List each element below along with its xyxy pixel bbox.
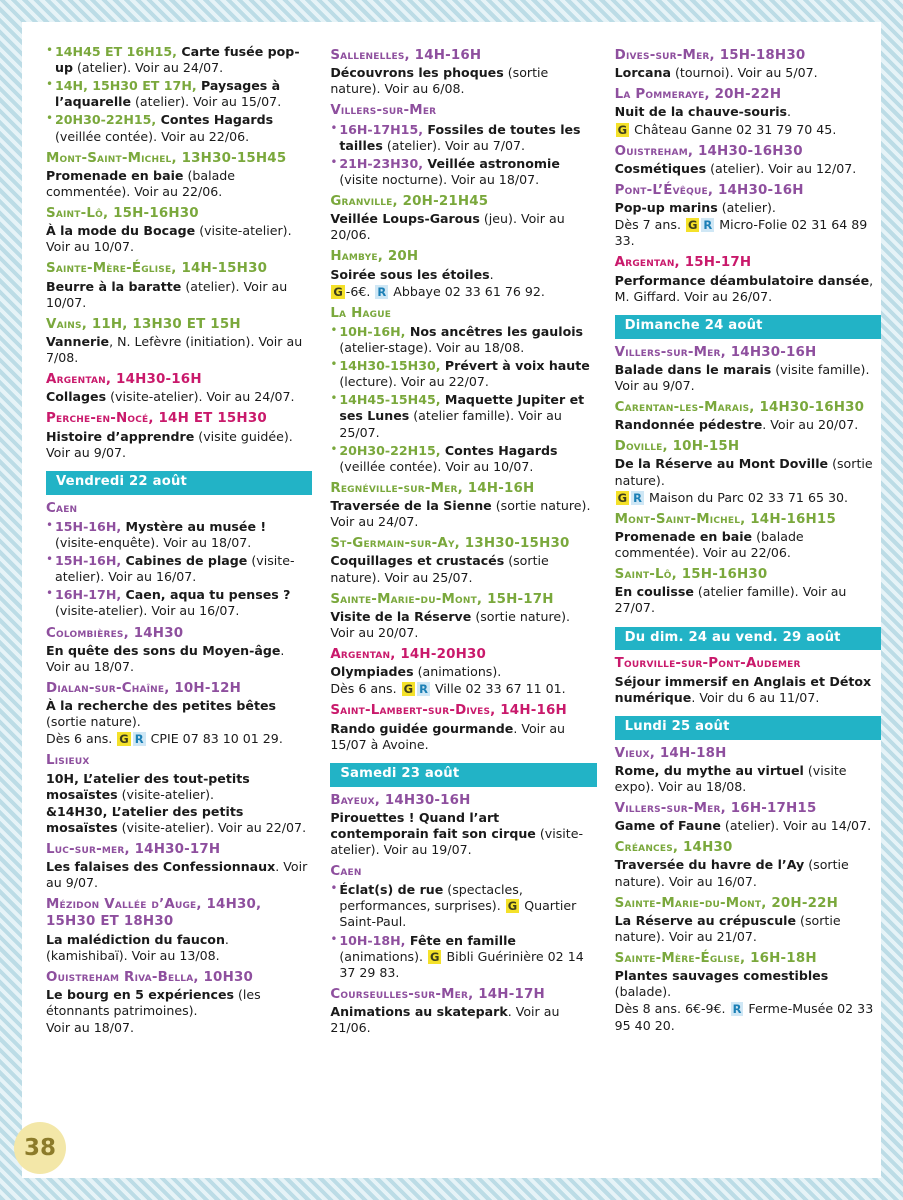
event-entry [46, 519, 312, 551]
event-entry [46, 112, 312, 144]
event-location-heading: Sallenelles, 14H-16H [330, 48, 482, 63]
event-title: Fête en famille [409, 932, 516, 948]
gratuit-badge-icon: G [617, 490, 628, 505]
event-title: Découvrons les phoques [330, 65, 504, 81]
event-title: Olympiades [330, 664, 414, 680]
event-location-heading: Sainte-Mère-Église, 16H-18H [614, 951, 817, 967]
gratuit-badge-icon: G [333, 284, 343, 299]
event-location-heading: Créances, 14H30 [614, 840, 733, 856]
event-location-heading: Mont-Saint-Michel, 13H30-15H45 [46, 150, 287, 166]
gratuit-badge-icon: G [687, 218, 698, 233]
event-title: Visite de la Réserve [330, 608, 472, 624]
event-location-heading: La Hague [330, 305, 392, 321]
event-title: &14H30, L’atelier des petits mosaïstes [46, 803, 244, 835]
event-practical-info [615, 122, 881, 138]
event-entry [615, 529, 881, 561]
event-location-heading: Ouistreham Riva-Bella, 10H30 [46, 969, 254, 985]
event-title: La malédiction du faucon [46, 931, 225, 947]
gratuit-badge-icon: G [430, 949, 440, 964]
event-entry [46, 78, 312, 110]
event-audience-price: Dès 6 ans. [330, 681, 401, 697]
event-location-heading: Sainte-Marie-du-Mont, 20H-22H [614, 895, 839, 911]
event-title: Contes Hagards [444, 442, 558, 458]
event-practical-info [615, 1001, 881, 1033]
date-section-header: Du dim. 24 au vend. 29 août [615, 627, 881, 651]
event-contact: Bibli Guérinière 02 14 37 29 83. [339, 948, 584, 980]
reservation-badge-icon: R [703, 218, 713, 233]
event-details: (animations). [339, 948, 428, 964]
event-time: 10H-16H, [339, 323, 410, 339]
event-title: Beurre à la baratte [46, 278, 182, 294]
event-time: 20H30-22H15, [339, 442, 445, 458]
event-details: (veillée contée). Voir au 10/07. [339, 458, 534, 474]
event-contact: Micro-Folie 02 31 64 89 33. [614, 217, 868, 249]
event-details: . Voir au 15/07 à Avoine. [330, 720, 566, 752]
event-time: 16H-17H, [55, 587, 126, 603]
event-time: 20H30-22H15, [55, 112, 161, 128]
event-location-heading: Sainte-Mère-Église, 14H-15H30 [46, 261, 268, 277]
event-details: (visite-atelier). Voir au 22/07. [117, 819, 307, 835]
event-title: Le bourg en 5 expériences [46, 987, 234, 1003]
event-entry [330, 933, 596, 981]
event-details: (visite famille). Voir au 9/07. [614, 361, 870, 393]
event-location-heading: Mont-Saint-Michel, 14H-16H15 [614, 511, 836, 527]
reservation-badge-icon: R [419, 682, 428, 697]
event-location-heading: Ouistreham, 14H30-16H30 [614, 143, 803, 159]
event-details: (balade commentée). Voir au 22/06. [614, 528, 804, 561]
event-details: , N. Lefèvre (initiation). Voir au 7/08. [46, 333, 303, 366]
event-entry [46, 804, 312, 836]
event-entry [615, 818, 881, 834]
event-location-heading: Saint-Lô, 15H-16H30 [614, 567, 768, 583]
event-location-heading: Dives-sur-Mer, 15H-18H30 [614, 48, 806, 63]
event-practical-info [330, 284, 596, 300]
event-title: Performance déambulatoire dansée [614, 272, 870, 288]
event-location-heading: Pont-L’Évêque, 14H30-16H [614, 182, 804, 198]
event-title: Promenade en baie [46, 167, 184, 183]
event-details: (les étonnants patrimoines). [46, 987, 261, 1019]
event-details: (visite expo). Voir au 18/08. [614, 762, 847, 794]
event-contact: Maison du Parc 02 33 71 65 30. [644, 489, 848, 505]
event-title: Cosmétiques [614, 160, 707, 176]
event-contact: Abbaye 02 33 61 76 92. [389, 283, 545, 299]
event-location-heading: Argentan, 14H-20H30 [330, 646, 487, 662]
event-details: (jeu). Voir au 20/06. [330, 211, 565, 243]
date-section-header: Dimanche 24 août [615, 315, 881, 339]
event-entry [330, 810, 596, 858]
event-time: 21H-23H30, [339, 155, 428, 171]
column-2 [330, 42, 596, 1182]
event-location-heading: Tourville-sur-Pont-Audemer [614, 656, 801, 672]
event-details: (atelier). Voir au 15/07. [131, 94, 282, 110]
event-entry [46, 223, 312, 255]
event-details: (sortie nature). Voir au 24/07. [330, 498, 591, 530]
reservation-badge-icon: R [732, 1002, 742, 1017]
event-entry [615, 456, 881, 488]
event-location-heading: Colombières, 14H30 [46, 625, 184, 641]
event-details: (sortie nature). Voir au 25/07. [330, 553, 549, 585]
event-location-heading: Sainte-Marie-du-Mont, 15H-17H [330, 591, 554, 607]
page-number: 38 [14, 1122, 66, 1174]
event-entry [330, 65, 596, 97]
event-entry [615, 200, 881, 216]
event-location-heading: Vains, 11H, 13H30 ET 15H [46, 316, 241, 332]
event-entry [46, 932, 312, 964]
event-title: Traversée du havre de l’Ay [614, 857, 805, 873]
event-details: (visite-atelier). Voir au 19/07. [330, 825, 584, 857]
event-practical-info [330, 681, 596, 697]
event-details: (sortie nature). Voir au 21/07. [614, 912, 841, 944]
agenda-content [46, 42, 881, 1182]
event-practical-info [615, 217, 881, 249]
event-entry [615, 913, 881, 945]
event-contact: CPIE 07 83 10 01 29. [146, 731, 283, 747]
event-details: Voir au 18/07. [46, 1020, 135, 1036]
event-entry [46, 279, 312, 311]
event-entry [615, 104, 881, 120]
event-details: (visite-atelier). Voir au 16/07. [55, 553, 295, 585]
date-section-header: Vendredi 22 août [46, 471, 312, 495]
event-entry [46, 334, 312, 366]
event-title: Mystère au musée ! [125, 518, 267, 534]
gratuit-badge-icon: G [617, 122, 628, 137]
event-entry [330, 267, 596, 283]
event-entry [615, 273, 881, 305]
event-entry [615, 417, 881, 433]
event-time: 10H-18H, [339, 932, 410, 948]
event-title: Nos ancêtres les gaulois [409, 323, 584, 339]
event-title: Animations au skatepark [330, 1004, 508, 1020]
event-entry [46, 168, 312, 200]
event-title: Rome, du mythe au virtuel [614, 762, 804, 778]
event-entry [330, 498, 596, 530]
event-details: (visite nocturne). Voir au 18/07. [339, 171, 540, 187]
event-location-heading: Lisieux [46, 753, 90, 769]
event-entry [615, 968, 881, 1000]
event-contact: Ferme-Musée 02 33 95 40 20. [614, 1001, 874, 1033]
event-location-heading: Granville, 20H-21H45 [330, 193, 489, 209]
event-entry [330, 721, 596, 753]
event-location-heading: Mézidon Vallée d’Auge, 14H30, 15H30 ET 18H30 [46, 897, 262, 930]
event-details: (sortie nature). Voir au 6/08. [330, 65, 549, 97]
event-title: Game of Faune [614, 818, 721, 834]
event-title: Rando guidée gourmande [330, 720, 514, 736]
event-title: Lorcana [614, 65, 671, 81]
event-title: Veillée astronomie [427, 155, 560, 171]
event-title: Randonnée pédestre [614, 417, 763, 433]
event-time: 15H-16H, [55, 553, 126, 569]
event-title: Balade dans le marais [614, 361, 772, 377]
date-section-header: Samedi 23 août [330, 763, 596, 787]
event-entry [615, 362, 881, 394]
event-details: . Voir du 6 au 11/07. [691, 689, 820, 705]
event-details: (veillée contée). Voir au 22/06. [55, 128, 250, 144]
gratuit-badge-icon: G [119, 732, 129, 747]
event-details: (atelier). Voir au 7/07. [382, 137, 526, 153]
event-entry [46, 698, 312, 730]
event-title: Cabines de plage [125, 553, 248, 569]
event-entry [615, 857, 881, 889]
event-location-heading: Hambye, 20H [330, 249, 419, 265]
event-details: (atelier). Voir au 10/07. [46, 278, 288, 310]
event-entry [46, 587, 312, 619]
event-title: Pirouettes ! Quand l’art contemporain fait son cirque [330, 809, 536, 841]
event-entry [330, 443, 596, 475]
event-details: (atelier famille). Voir au 25/07. [339, 408, 562, 440]
event-location-heading: Villers-sur-Mer, 14H30-16H [614, 344, 817, 360]
event-audience-price: Dès 8 ans. 6€-9€. [614, 1001, 730, 1017]
event-contact: Ville 02 33 67 11 01. [430, 681, 566, 697]
event-entry [330, 392, 596, 440]
event-details: (visite guidée). Voir au 9/07. [46, 428, 293, 460]
event-entry [330, 609, 596, 641]
event-time: 14H, 15H30 ET 17H, [55, 78, 202, 94]
event-title: Nuit de la chauve-souris [614, 104, 788, 120]
event-details: (spectacles, performances, surprises). [339, 882, 523, 914]
event-title: Pop-up marins [614, 200, 718, 216]
event-location-heading: Luc-sur-mer, 14H30-17H [46, 841, 221, 857]
event-time: 14H45-15H45, [339, 392, 445, 408]
event-title: Prévert à voix haute [444, 358, 590, 374]
event-entry [46, 553, 312, 585]
event-audience-price: Dès 6 ans. [46, 731, 117, 747]
event-details: . Voir au 21/06. [330, 1004, 560, 1036]
event-location-heading: Bayeux, 14H30-16H [330, 792, 471, 808]
event-details: (atelier-stage). Voir au 18/08. [339, 339, 525, 355]
event-title: Histoire d’apprendre [46, 428, 195, 444]
event-entry [330, 358, 596, 390]
event-location-heading: Caen [46, 500, 78, 516]
event-details: . [489, 266, 494, 282]
event-details: (sortie nature). [46, 714, 141, 730]
event-details: (atelier). Voir au 14/07. [720, 818, 872, 834]
event-entry [46, 859, 312, 891]
event-time: 14H45 ET 16H15, [55, 44, 182, 59]
event-entry [46, 987, 312, 1019]
event-location-heading: Villers-sur-Mer [330, 103, 437, 119]
event-details: (sortie nature). [614, 456, 873, 488]
event-entry [330, 1004, 596, 1036]
event-title: Caen, aqua tu penses ? [125, 587, 291, 603]
gratuit-badge-icon: G [403, 682, 414, 697]
event-entry [330, 324, 596, 356]
event-title: Soirée sous les étoiles [330, 266, 490, 282]
event-title: Séjour immersif en Anglais et Détox numérique [614, 673, 872, 705]
event-details: . [787, 104, 792, 120]
event-title: Contes Hagards [160, 112, 274, 128]
event-title: Éclat(s) de rue [339, 882, 444, 898]
event-title: Collages [46, 389, 107, 405]
event-location-heading: Perche-en-Nocé, 14H ET 15H30 [46, 411, 267, 427]
event-title: Fossiles de toutes les tailles [339, 121, 581, 153]
event-location-heading: Dialan-sur-Chaîne, 10H-12H [46, 680, 242, 696]
event-details: (atelier famille). Voir au 27/07. [614, 584, 847, 616]
gratuit-badge-icon: G [507, 899, 518, 914]
event-location-heading: Argentan, 14H30-16H [46, 372, 202, 388]
event-title: Coquillages et crustacés [330, 553, 505, 569]
event-details: (animations). [413, 664, 502, 680]
event-details: (balade commentée). Voir au 22/06. [46, 167, 236, 199]
reservation-badge-icon: R [377, 284, 387, 299]
event-entry [46, 429, 312, 461]
event-title: Les falaises des Confessionnaux [46, 859, 276, 875]
event-location-heading: Villers-sur-Mer, 16H-17H15 [614, 801, 817, 817]
event-details: (visite-enquête). Voir au 18/07. [55, 534, 252, 550]
event-title: Veillée Loups-Garous [330, 211, 480, 227]
event-location-heading: St-Germain-sur-Ay, 13H30-15H30 [330, 536, 570, 552]
event-entry [330, 664, 596, 680]
event-title: Paysages à l’aquarelle [55, 78, 281, 110]
event-location-heading: Saint-Lambert-sur-Dives, 14H-16H [330, 703, 567, 719]
reservation-badge-icon: R [633, 490, 642, 505]
event-location-heading: Argentan, 15H-17H [614, 255, 752, 271]
event-details: (atelier). [717, 200, 776, 216]
event-details: (visite-atelier). Voir au 16/07. [55, 603, 240, 619]
event-title: À la recherche des petites bêtes [46, 698, 277, 714]
event-entry [330, 211, 596, 243]
event-details: . (kamishibaï). Voir au 13/08. [46, 931, 229, 963]
event-entry [46, 1020, 312, 1036]
event-entry [46, 389, 312, 405]
event-audience-price: Dès 7 ans. [614, 217, 685, 233]
event-details: (atelier). Voir au 24/07. [72, 60, 224, 76]
event-title: Carte fusée pop-up [55, 44, 300, 76]
event-time: 16H-17H15, [339, 121, 428, 137]
event-title: Traversée de la Sienne [330, 498, 492, 514]
column-3 [615, 42, 881, 1182]
event-entry [615, 584, 881, 616]
event-entry [330, 882, 596, 930]
event-details: (sortie nature). Voir au 16/07. [614, 857, 849, 889]
event-title: À la mode du Bocage [46, 223, 196, 239]
event-location-heading: Saint-Lô, 15H-16H30 [46, 206, 199, 222]
event-location-heading: Caen [330, 864, 362, 880]
reservation-badge-icon: R [134, 732, 144, 747]
event-details: (atelier). Voir au 12/07. [706, 160, 857, 176]
event-title: En quête des sons du Moyen-âge [46, 642, 281, 658]
event-title: La Réserve au crépuscule [614, 912, 797, 928]
event-practical-info [615, 490, 881, 506]
event-entry [615, 763, 881, 795]
event-details: . Voir au 18/07. [46, 642, 285, 674]
event-contact: Quartier Saint-Paul. [339, 898, 577, 930]
event-details: (tournoi). Voir au 5/07. [670, 65, 818, 81]
event-entry [46, 771, 312, 803]
event-location-heading: Courseulles-sur-Mer, 14H-17H [330, 986, 545, 1002]
event-title: Maquette Jupiter et ses Lunes [339, 392, 585, 424]
event-details: , M. Giffard. Voir au 26/07. [614, 272, 874, 304]
event-title: De la Réserve au Mont Doville [614, 456, 829, 472]
column-1 [46, 42, 312, 1182]
event-entry [615, 674, 881, 706]
event-time: 15H-16H, [55, 518, 126, 534]
event-entry [615, 65, 881, 81]
event-details: (sortie nature). Voir au 20/07. [330, 608, 571, 640]
event-location-heading: Vieux, 14H-18H [614, 745, 727, 761]
event-entry [330, 156, 596, 188]
event-practical-info [46, 731, 312, 747]
event-details: (visite-atelier). Voir au 10/07. [46, 223, 292, 255]
event-title: En coulisse [614, 584, 694, 600]
event-entry [330, 553, 596, 585]
event-time: 14H30-15H30, [339, 358, 445, 374]
event-price: -6€. [345, 283, 375, 299]
event-entry [615, 161, 881, 177]
event-contact: Château Ganne 02 31 79 70 45. [630, 121, 837, 137]
event-title: Plantes sauvages comestibles [614, 968, 829, 984]
event-details: (visite-atelier). [117, 786, 215, 802]
event-location-heading: La Pommeraye, 20H-22H [614, 87, 782, 103]
event-entry [330, 122, 596, 154]
event-location-heading: Doville, 10H-15H [614, 439, 740, 455]
event-details: (lecture). Voir au 22/07. [339, 374, 489, 390]
event-title: Vannerie [46, 333, 110, 349]
event-location-heading: Carentan-les-Marais, 14H30-16H30 [614, 400, 865, 416]
event-details: . Voir au 20/07. [762, 417, 859, 433]
event-title: Promenade en baie [614, 528, 753, 544]
event-location-heading: Regnéville-sur-Mer, 14H-16H [330, 480, 535, 496]
event-details: (balade). [614, 984, 672, 1000]
event-details: . Voir au 9/07. [46, 859, 308, 891]
event-details: (visite-atelier). Voir au 24/07. [106, 389, 295, 405]
event-entry [46, 44, 312, 76]
event-entry [46, 643, 312, 675]
event-title: 10H, L’atelier des tout-petits mosaïstes [46, 770, 250, 802]
date-section-header: Lundi 25 août [615, 716, 881, 740]
